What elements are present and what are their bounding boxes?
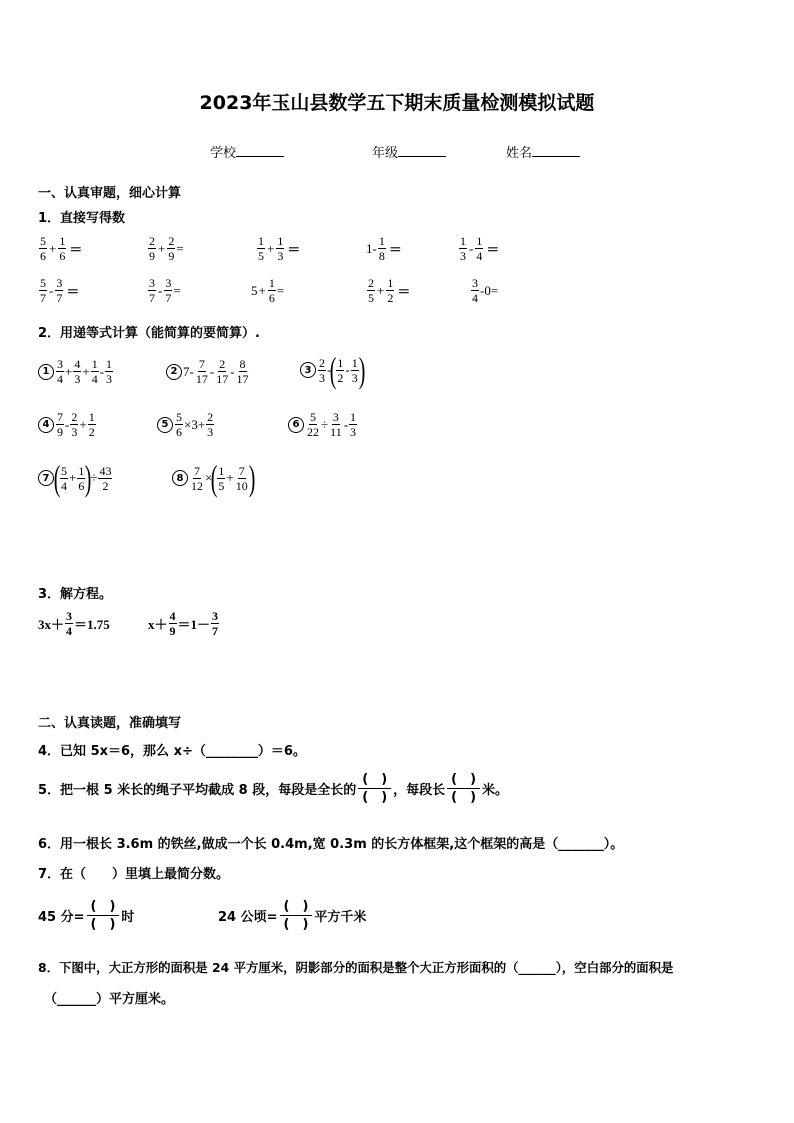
section-2-heading: 二、认真读题，准确填写: [38, 716, 182, 731]
calc-2-1: 5 7 - 3 7 ＝: [40, 276, 80, 305]
q5-answer-fraction-1[interactable]: ( ) ( ): [358, 771, 391, 806]
expr-5: 5 5 6 ×3+ 2 3: [157, 410, 215, 439]
school-field[interactable]: [210, 142, 284, 161]
q4-text: 4．已知 5x＝6，那么 x÷（________）＝6。: [38, 744, 306, 759]
q8-line-1: 8．下图中，大正方形的面积是 24 平方厘米，阴影部分的面积是整个大正方形面积的（______），空白部分的面积是: [38, 960, 674, 975]
name-field[interactable]: [506, 142, 580, 161]
q5-text: 5．把一根 5 米长的绳子平均截成 8 段，每段是全长的 ( ) ( ) ，每段长 ( ) ( ) 米。: [38, 772, 509, 805]
q3-label: 3．解方程。: [38, 587, 113, 602]
expr-3: 3 2 3 - ( 1 2 - 1 3 ): [300, 352, 364, 388]
expr-2: 2 7- 7 17 - 2 17 - 8 17: [166, 357, 251, 386]
calc-2-2: 3 7 - $\frac{3}{7}$ =: [149, 276, 181, 305]
q8-line-2: （______）平方厘米。: [44, 992, 175, 1007]
calc-2-3: 5 + $\frac{1}{6}$ =: [251, 276, 285, 305]
q7-item-b: 24 公顷= ( ) ( ) 平方千米: [218, 899, 367, 932]
expr-4: 4 7 9 - 2 3 + 1 2: [38, 410, 97, 439]
q1-label: 1．直接写得数: [38, 211, 126, 226]
expr-1: 1 3 4 + 4 3 + 1 4 - 1 3: [38, 357, 114, 386]
grade-field[interactable]: [372, 142, 446, 161]
equation-2: x＋ 4 9 ＝1－ 3 7: [148, 609, 219, 638]
expr-8: 8 7 12 × ( 1 5 + 7 10 ): [172, 460, 254, 496]
name-label: 姓名: [506, 146, 533, 161]
calc-1-5: 1 3 - 1 4 ＝: [460, 234, 500, 263]
q7-item-a: 45 分= ( ) ( ) 时: [38, 899, 135, 932]
page-title: 2023年玉山县数学五下期末质量检测模拟试题: [199, 92, 595, 114]
q5-answer-fraction-2[interactable]: ( ) ( ): [447, 771, 480, 806]
grade-label: 年级: [372, 146, 399, 161]
calc-1-2: 2 9 + $\frac{2}{9}$ =: [149, 234, 184, 263]
school-label: 学校: [210, 146, 237, 161]
calc-1-3: 1 5 + $\frac{1}{3}$ ＝: [258, 234, 301, 263]
equation-1: 3x＋ 3 4 ＝1.75: [38, 609, 110, 638]
q6-text: 6．用一根长 3.6m 的铁丝,做成一个长 0.4m,宽 0.3m 的长方体框架,这个框架的高是（_______）。: [38, 837, 624, 852]
expr-7: 7 ( 5 4 + 1 6 ) ÷ 43 2: [38, 460, 113, 496]
q2-label: 2．用递等式计算（能简算的要简算）.: [38, 326, 260, 341]
section-1-heading: 一、认真审题，细心计算: [38, 186, 182, 201]
expr-6: 6 5 22 ÷ 3 11 - 1 3: [288, 410, 358, 439]
calc-2-5: 3 4 - 0 =: [472, 276, 499, 305]
q7-text: 7．在（ ）里填上最简分数。: [38, 867, 230, 882]
q7a-answer-fraction[interactable]: ( ) ( ): [87, 898, 120, 933]
calc-1-4: 1 - 1 8 ＝: [366, 234, 402, 263]
calc-2-4: 2 5 + $\frac{1}{2}$ ＝: [368, 276, 411, 305]
calc-1-1: 5 6 + $\frac{1}{6}$ ＝: [40, 234, 83, 263]
q7b-answer-fraction[interactable]: ( ) ( ): [280, 898, 313, 933]
